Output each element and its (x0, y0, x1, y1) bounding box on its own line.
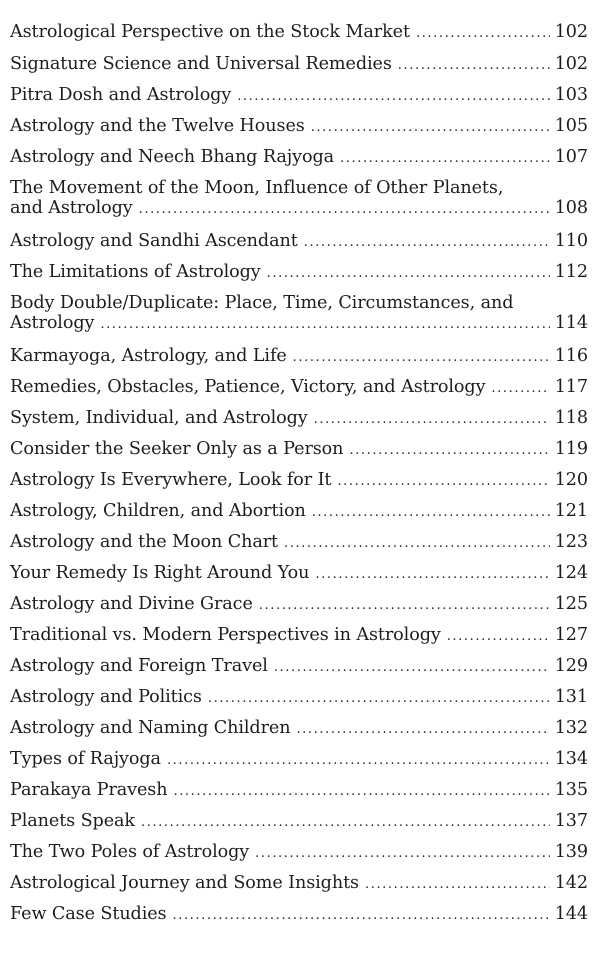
toc-entry-page: 135 (554, 780, 588, 800)
dot-leader (141, 813, 550, 833)
toc-entry (10, 470, 588, 490)
toc-entry-title-line1: Body Double/Duplicate: Place, Time, Circumstances, and (10, 293, 514, 313)
toc-entry-page: 110 (554, 231, 588, 251)
toc-entry-title-line1: The Movement of the Moon, Influence of Other Planets, (10, 178, 504, 198)
toc-entry-page: 139 (554, 842, 588, 862)
dot-leader (255, 844, 550, 864)
toc-entry-page: 103 (554, 85, 588, 105)
toc-entry-title: Astrology and Politics (10, 687, 202, 707)
dot-leader (267, 264, 550, 284)
toc-entry-title: Astrology and Foreign Travel (10, 656, 268, 676)
toc-entry-title: Consider the Seeker Only as a Person (10, 439, 344, 459)
toc-entry (10, 22, 588, 42)
toc-entry (10, 532, 588, 552)
toc-entry-title: Remedies, Obstacles, Patience, Victory, and Astrology (10, 377, 486, 397)
toc-entry (10, 377, 588, 397)
toc-entry-page: 131 (554, 687, 588, 707)
dot-leader (139, 200, 550, 220)
dot-leader (293, 348, 550, 368)
toc-entry-title: Astrology and the Moon Chart (10, 532, 278, 552)
dot-leader (312, 503, 550, 523)
toc-entry-title: Traditional vs. Modern Perspectives in Astrology (10, 625, 441, 645)
toc-entry-page: 132 (554, 718, 588, 738)
toc-entry-title: Astrology and Naming Children (10, 718, 291, 738)
dot-leader (208, 689, 550, 709)
toc-entry-title: Parakaya Pravesh (10, 780, 168, 800)
toc-entry-title: Few Case Studies (10, 904, 167, 924)
toc-entry (10, 293, 588, 333)
dot-leader (416, 24, 550, 44)
toc-entry (10, 85, 588, 105)
toc-entry-title: and Astrology (10, 198, 133, 218)
toc-entry (10, 501, 588, 521)
dot-leader (340, 149, 550, 169)
toc-entry-title: System, Individual, and Astrology (10, 408, 308, 428)
toc-entry-title: Planets Speak (10, 811, 135, 831)
toc-entry (10, 408, 588, 428)
toc-entry (10, 346, 588, 366)
toc-entry-page: 144 (554, 904, 588, 924)
toc-entry (10, 718, 588, 738)
toc-entry (10, 231, 588, 251)
toc-entry-title: The Limitations of Astrology (10, 262, 261, 282)
toc-entry-title: Astrology and Neech Bhang Rajyoga (10, 147, 335, 167)
toc-entry-page: 116 (554, 346, 588, 366)
toc-entry-page: 117 (554, 377, 588, 397)
toc-entry-title: Astrology, Children, and Abortion (10, 501, 306, 521)
dot-leader (100, 315, 549, 335)
dot-leader (365, 875, 550, 895)
dot-leader (259, 596, 550, 616)
dot-leader (349, 441, 549, 461)
dot-leader (237, 87, 550, 107)
toc-entry (10, 904, 588, 924)
toc-entry-page: 120 (554, 470, 588, 490)
toc-entry (10, 749, 588, 769)
dot-leader (167, 751, 550, 771)
dot-leader (274, 658, 550, 678)
toc-entry (10, 873, 588, 893)
toc-entry-title: Types of Rajyoga (10, 749, 161, 769)
toc-entry-page: 112 (554, 262, 588, 282)
toc-entry (10, 594, 588, 614)
dot-leader (284, 534, 550, 554)
toc-entry-page: 134 (554, 749, 588, 769)
toc-entry-title: Astrological Perspective on the Stock Market (10, 22, 410, 42)
toc-entry-title: Astrological Journey and Some Insights (10, 873, 359, 893)
toc-entry-page: 102 (554, 54, 588, 74)
toc-entry (10, 262, 588, 282)
toc-entry-page: 118 (554, 408, 588, 428)
toc-entry (10, 178, 588, 218)
toc-entry (10, 625, 588, 645)
toc-entry-title: The Two Poles of Astrology (10, 842, 250, 862)
toc-entry (10, 687, 588, 707)
toc-entry-page: 121 (554, 501, 588, 521)
toc-entry-title: Astrology Is Everywhere, Look for It (10, 470, 332, 490)
toc-entry (10, 54, 588, 74)
dot-leader (315, 565, 549, 585)
toc-entry-title: Astrology and Divine Grace (10, 594, 253, 614)
toc-entry (10, 780, 588, 800)
toc-entry-title: Your Remedy Is Right Around You (10, 563, 310, 583)
toc-entry-page: 124 (554, 563, 588, 583)
dot-leader (173, 782, 549, 802)
toc-entry-page: 123 (554, 532, 588, 552)
toc-entry (10, 656, 588, 676)
toc-entry-page: 137 (554, 811, 588, 831)
toc-entry-page: 114 (554, 313, 588, 333)
dot-leader (447, 627, 550, 647)
dot-leader (314, 410, 550, 430)
toc-entry-page: 129 (554, 656, 588, 676)
toc-entry-page: 125 (554, 594, 588, 614)
dot-leader (311, 118, 550, 138)
toc-entry-page: 107 (554, 147, 588, 167)
toc-entry (10, 563, 588, 583)
toc-entry (10, 811, 588, 831)
toc-entry (10, 842, 588, 862)
toc-entry-page: 119 (554, 439, 588, 459)
toc-entry-page: 142 (554, 873, 588, 893)
toc-entry-title: Astrology and the Twelve Houses (10, 116, 305, 136)
toc-entry (10, 439, 588, 459)
toc-entry-title: Astrology and Sandhi Ascendant (10, 231, 298, 251)
toc-entry-title: Pitra Dosh and Astrology (10, 85, 232, 105)
toc-entry-title: Karmayoga, Astrology, and Life (10, 346, 287, 366)
toc-entry-page: 108 (554, 198, 588, 218)
toc-entry (10, 116, 588, 136)
dot-leader (491, 379, 549, 399)
toc-entry-page: 127 (554, 625, 588, 645)
toc-entry (10, 147, 588, 167)
dot-leader (304, 233, 550, 253)
toc-entry-title: Signature Science and Universal Remedies (10, 54, 392, 74)
toc-entry-title: Astrology (10, 313, 95, 333)
toc-entry-page: 105 (554, 116, 588, 136)
dot-leader (172, 906, 549, 926)
dot-leader (296, 720, 549, 740)
toc-entry-page: 102 (554, 22, 588, 42)
dot-leader (337, 472, 549, 492)
dot-leader (398, 56, 550, 76)
